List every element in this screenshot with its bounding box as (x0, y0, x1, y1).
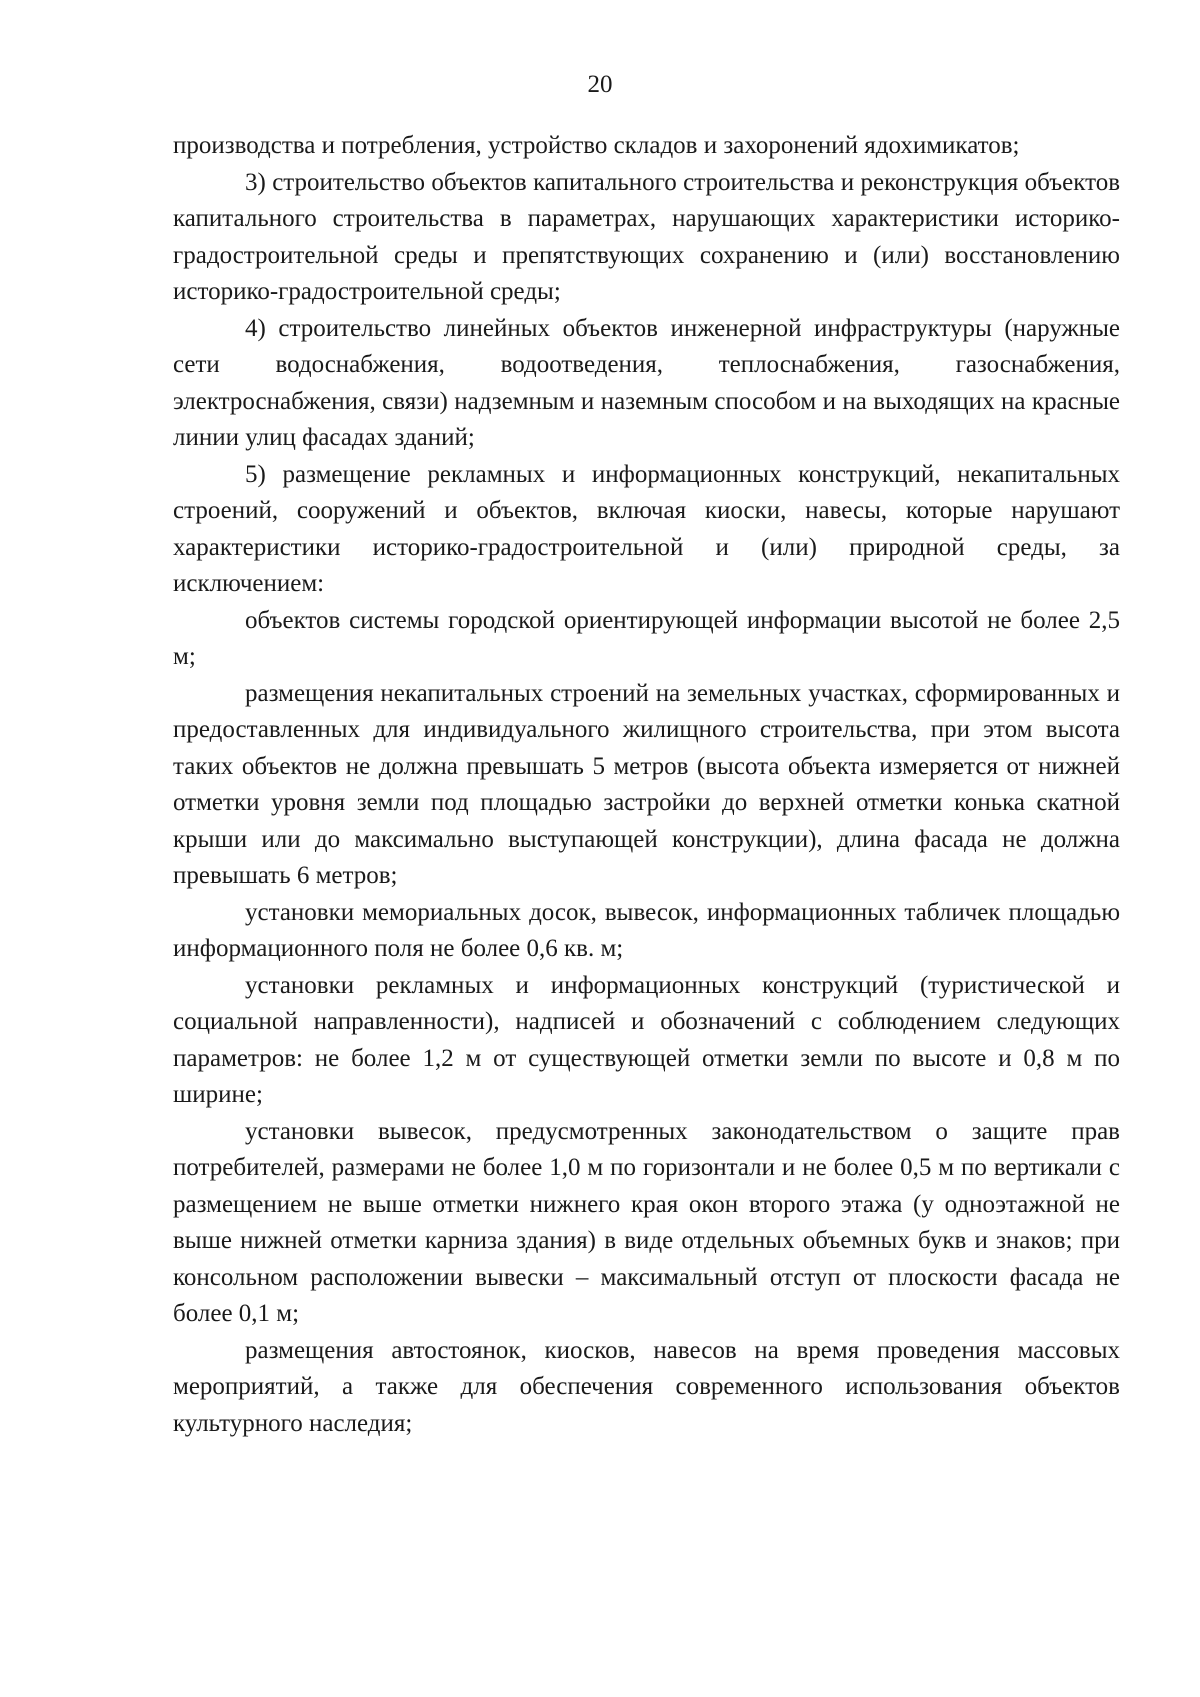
paragraph-item-4: 4) строительство линейных объектов инженерной инфраструктуры (наружные сети водоснабжения, водоотведения, теплоснабжения, газоснабжения, электроснабжения, связи) надземным и наземным способом и на выходящих на красные линии улиц фасадах зданий; (173, 314, 1120, 451)
paragraph-item-5: 5) размещение рекламных и информационных конструкций, некапитальных строений, сооружений и объектов, включая киоски, навесы, которые нарушают характеристики историко-градостроительной и (или) природной среды, за исключением: (173, 460, 1120, 597)
page-number: 20 (587, 71, 613, 98)
paragraph-exception-parking-kiosks: размещения автостоянок, киосков, навесов на время проведения массовых мероприятий, а также для обеспечения современного использования объектов культурного наследия; (173, 1336, 1120, 1437)
paragraph-exception-signboards: установки вывесок, предусмотренных законодательством о защите прав потребителей, размерами не более 1,0 м по горизонтали и не более 0,5 м по вертикали с размещением не выше отметки нижнего края окон второго этажа (у одноэтажной не выше нижней отметки карниза здания) в виде отдельных объемных букв и знаков; при консольном расположении вывески – максимальный отступ от плоскости фасада не более 0,1 м; (173, 1117, 1120, 1327)
paragraph-exception-non-capital-structures: размещения некапитальных строений на земельных участках, сформированных и предоставленных для индивидуального жилищного строительства, при этом высота таких объектов не должна превышать 5 метров (высота объекта измеряется от нижней отметки уровня земли под площадью застройки до верхней отметки конька скатной крыши или до максимально выступающей конструкции), длина фасада не должна превышать 6 метров; (173, 679, 1120, 889)
paragraph-exception-advertising-structures: установки рекламных и информационных конструкций (туристической и социальной направленности), надписей и обозначений с соблюдением следующих параметров: не более 1,2 м от существующей отметки земли по высоте и 0,8 м по ширине; (173, 971, 1120, 1108)
paragraph-item-3: 3) строительство объектов капитального строительства и реконструкция объектов капитального строительства в параметрах, нарушающих характеристики историко-градостроительной среды и препятствующих сохранению и (или) восстановлению историко-градостроительной среды; (173, 168, 1120, 305)
paragraph-continuation: производства и потребления, устройство складов и захоронений ядохимикатов; (173, 132, 1020, 159)
paragraph-exception-orientation-info: объектов системы городской ориентирующей информации высотой не более 2,5 м; (173, 606, 1120, 670)
paragraph-exception-memorial-plaques: установки мемориальных досок, вывесок, информационных табличек площадью информационного поля не более 0,6 кв. м; (173, 898, 1120, 962)
document-body (173, 128, 1120, 1442)
